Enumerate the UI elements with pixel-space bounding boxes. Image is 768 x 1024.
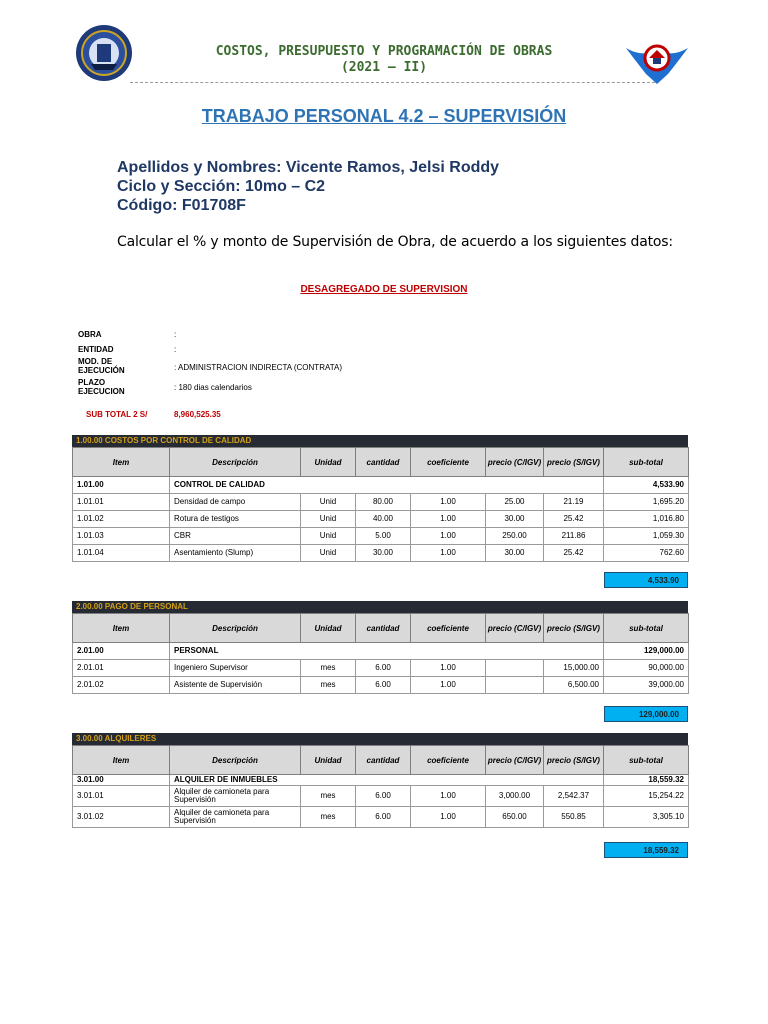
- col-cantidad: cantidad: [356, 448, 411, 477]
- plazo-value: : 180 dias calendarios: [174, 383, 252, 392]
- group-total: 18,559.32: [604, 775, 689, 786]
- table-row: [73, 807, 689, 828]
- row-sigv: 550.85: [544, 807, 604, 828]
- faculty-crest-icon: [624, 34, 690, 86]
- group-item: 3.01.00: [73, 775, 170, 786]
- col-item: Item: [73, 746, 170, 775]
- row-cantidad: 6.00: [356, 660, 411, 677]
- row-item: 1.01.03: [73, 528, 170, 545]
- table-row: [73, 545, 689, 562]
- student-names: Apellidos y Nombres: Vicente Ramos, Jelsi Roddy: [117, 159, 500, 176]
- row-subtotal: 90,000.00: [604, 660, 689, 677]
- row-subtotal: 39,000.00: [604, 677, 689, 694]
- table-row: [73, 511, 689, 528]
- group-desc: CONTROL DE CALIDAD: [170, 477, 604, 494]
- col-cantidad: cantidad: [356, 746, 411, 775]
- col-coeficiente: coeficiente: [411, 448, 486, 477]
- row-cantidad: 6.00: [356, 786, 411, 807]
- course-period: (2021 – II): [340, 60, 428, 75]
- col-descripcion: Descripción: [170, 448, 301, 477]
- row-cantidad: 5.00: [356, 528, 411, 545]
- row-unidad: mes: [301, 786, 356, 807]
- row-unidad: Unid: [301, 545, 356, 562]
- row-sigv: 21.19: [544, 494, 604, 511]
- student-code: Código: F01708F: [117, 197, 246, 214]
- row-sigv: 211.86: [544, 528, 604, 545]
- obra-value: :: [174, 330, 177, 339]
- row-subtotal: 1,016.80: [604, 511, 689, 528]
- row-cigv: 30.00: [486, 545, 544, 562]
- row-subtotal: 3,305.10: [604, 807, 689, 828]
- row-coef: 1.00: [411, 528, 486, 545]
- col-coeficiente: coeficiente: [411, 614, 486, 643]
- plazo-label: PLAZO EJECUCION: [78, 378, 125, 396]
- group-desc: ALQUILER DE INMUEBLES: [170, 775, 604, 786]
- table-header-row: [73, 448, 689, 477]
- row-unidad: Unid: [301, 528, 356, 545]
- table-row: [73, 528, 689, 545]
- group-row: [73, 477, 689, 494]
- section-subtitle: DESAGREGADO DE SUPERVISION: [300, 284, 468, 295]
- row-sigv: 6,500.00: [544, 677, 604, 694]
- row-coef: 1.00: [411, 545, 486, 562]
- row-cigv: [486, 660, 544, 677]
- row-coef: 1.00: [411, 807, 486, 828]
- header-divider: [130, 82, 655, 83]
- row-coef: 1.00: [411, 660, 486, 677]
- section-total-pago-personal: 129,000.00: [604, 706, 688, 722]
- row-unidad: Unid: [301, 494, 356, 511]
- row-item: 2.01.02: [73, 677, 170, 694]
- row-desc: Alquiler de camioneta para Supervisión: [170, 786, 301, 807]
- row-desc: Asentamiento (Slump): [170, 545, 301, 562]
- table-row: [73, 494, 689, 511]
- section-bar-pago-personal: 2.00.00 PAGO DE PERSONAL: [72, 601, 688, 613]
- table-row: [73, 786, 689, 807]
- row-subtotal: 762.60: [604, 545, 689, 562]
- row-desc: CBR: [170, 528, 301, 545]
- row-item: 1.01.01: [73, 494, 170, 511]
- row-sigv: 25.42: [544, 545, 604, 562]
- col-item: Item: [73, 448, 170, 477]
- row-cantidad: 6.00: [356, 807, 411, 828]
- row-unidad: mes: [301, 660, 356, 677]
- row-coef: 1.00: [411, 494, 486, 511]
- row-desc: Asistente de Supervisión: [170, 677, 301, 694]
- table-row: [73, 660, 689, 677]
- row-cigv: 25.00: [486, 494, 544, 511]
- col-unidad: Unidad: [301, 746, 356, 775]
- row-subtotal: 1,695.20: [604, 494, 689, 511]
- group-row: [73, 775, 689, 786]
- obra-label: OBRA: [78, 330, 102, 339]
- col-subtotal: sub-total: [604, 746, 689, 775]
- row-sigv: 15,000.00: [544, 660, 604, 677]
- row-cigv: 650.00: [486, 807, 544, 828]
- row-desc: Densidad de campo: [170, 494, 301, 511]
- row-item: 1.01.04: [73, 545, 170, 562]
- table-header-row: [73, 614, 689, 643]
- col-precio-cigv: precio (C/IGV): [486, 746, 544, 775]
- col-precio-sigv: precio (S/IGV): [544, 614, 604, 643]
- col-precio-sigv: precio (S/IGV): [544, 448, 604, 477]
- col-descripcion: Descripción: [170, 614, 301, 643]
- instruction-text: Calcular el % y monto de Supervisión de Obra, de acuerdo a los siguientes datos:: [117, 234, 673, 250]
- row-unidad: mes: [301, 807, 356, 828]
- section-total-control-calidad: 4,533.90: [604, 572, 688, 588]
- col-item: Item: [73, 614, 170, 643]
- row-desc: Ingeniero Supervisor: [170, 660, 301, 677]
- mod-value: : ADMINISTRACION INDIRECTA (CONTRATA): [174, 363, 343, 372]
- col-precio-sigv: precio (S/IGV): [544, 746, 604, 775]
- row-item: 2.01.01: [73, 660, 170, 677]
- col-precio-cigv: precio (C/IGV): [486, 614, 544, 643]
- row-cigv: 30.00: [486, 511, 544, 528]
- group-item: 2.01.00: [73, 643, 170, 660]
- student-cycle: Ciclo y Sección: 10mo – C2: [117, 178, 326, 195]
- entidad-label: ENTIDAD: [78, 345, 114, 354]
- row-item: 3.01.02: [73, 807, 170, 828]
- row-cigv: 250.00: [486, 528, 544, 545]
- entidad-value: :: [174, 345, 177, 354]
- col-subtotal: sub-total: [604, 614, 689, 643]
- row-cigv: [486, 677, 544, 694]
- col-coeficiente: coeficiente: [411, 746, 486, 775]
- group-item: 1.01.00: [73, 477, 170, 494]
- group-total: 4,533.90: [604, 477, 689, 494]
- course-title: COSTOS, PRESUPUESTO Y PROGRAMACIÓN DE OBRAS: [215, 44, 553, 59]
- page-title: TRABAJO PERSONAL 4.2 – SUPERVISIÓN: [201, 106, 567, 126]
- row-cantidad: 80.00: [356, 494, 411, 511]
- row-coef: 1.00: [411, 511, 486, 528]
- row-subtotal: 1,059.30: [604, 528, 689, 545]
- col-precio-cigv: precio (C/IGV): [486, 448, 544, 477]
- row-cantidad: 6.00: [356, 677, 411, 694]
- subtotal-value: 8,960,525.35: [174, 410, 221, 419]
- row-cantidad: 30.00: [356, 545, 411, 562]
- row-sigv: 25.42: [544, 511, 604, 528]
- row-item: 1.01.02: [73, 511, 170, 528]
- col-cantidad: cantidad: [356, 614, 411, 643]
- mod-label: MOD. DE EJECUCIÓN: [78, 357, 125, 375]
- row-coef: 1.00: [411, 677, 486, 694]
- section-bar-alquileres: 3.00.00 ALQUILERES: [72, 733, 688, 745]
- col-unidad: Unidad: [301, 448, 356, 477]
- section-bar-control-calidad: 1.00.00 COSTOS POR CONTROL DE CALIDAD: [72, 435, 688, 447]
- subtotal-label: SUB TOTAL 2 S/: [86, 410, 148, 419]
- group-total: 129,000.00: [604, 643, 689, 660]
- row-cigv: 3,000.00: [486, 786, 544, 807]
- row-sigv: 2,542.37: [544, 786, 604, 807]
- row-unidad: mes: [301, 677, 356, 694]
- table-alquileres: [72, 745, 689, 828]
- group-row: [73, 643, 689, 660]
- section-total-alquileres: 18,559.32: [604, 842, 688, 858]
- row-subtotal: 15,254.22: [604, 786, 689, 807]
- row-desc: Rotura de testigos: [170, 511, 301, 528]
- row-item: 3.01.01: [73, 786, 170, 807]
- table-header-row: [73, 746, 689, 775]
- row-cantidad: 40.00: [356, 511, 411, 528]
- table-row: [73, 677, 689, 694]
- row-coef: 1.00: [411, 786, 486, 807]
- col-unidad: Unidad: [301, 614, 356, 643]
- table-pago-personal: [72, 613, 689, 694]
- group-desc: PERSONAL: [170, 643, 604, 660]
- col-descripcion: Descripción: [170, 746, 301, 775]
- table-control-calidad: [72, 447, 689, 562]
- col-subtotal: sub-total: [604, 448, 689, 477]
- row-desc: Alquiler de camioneta para Supervisión: [170, 807, 301, 828]
- row-unidad: Unid: [301, 511, 356, 528]
